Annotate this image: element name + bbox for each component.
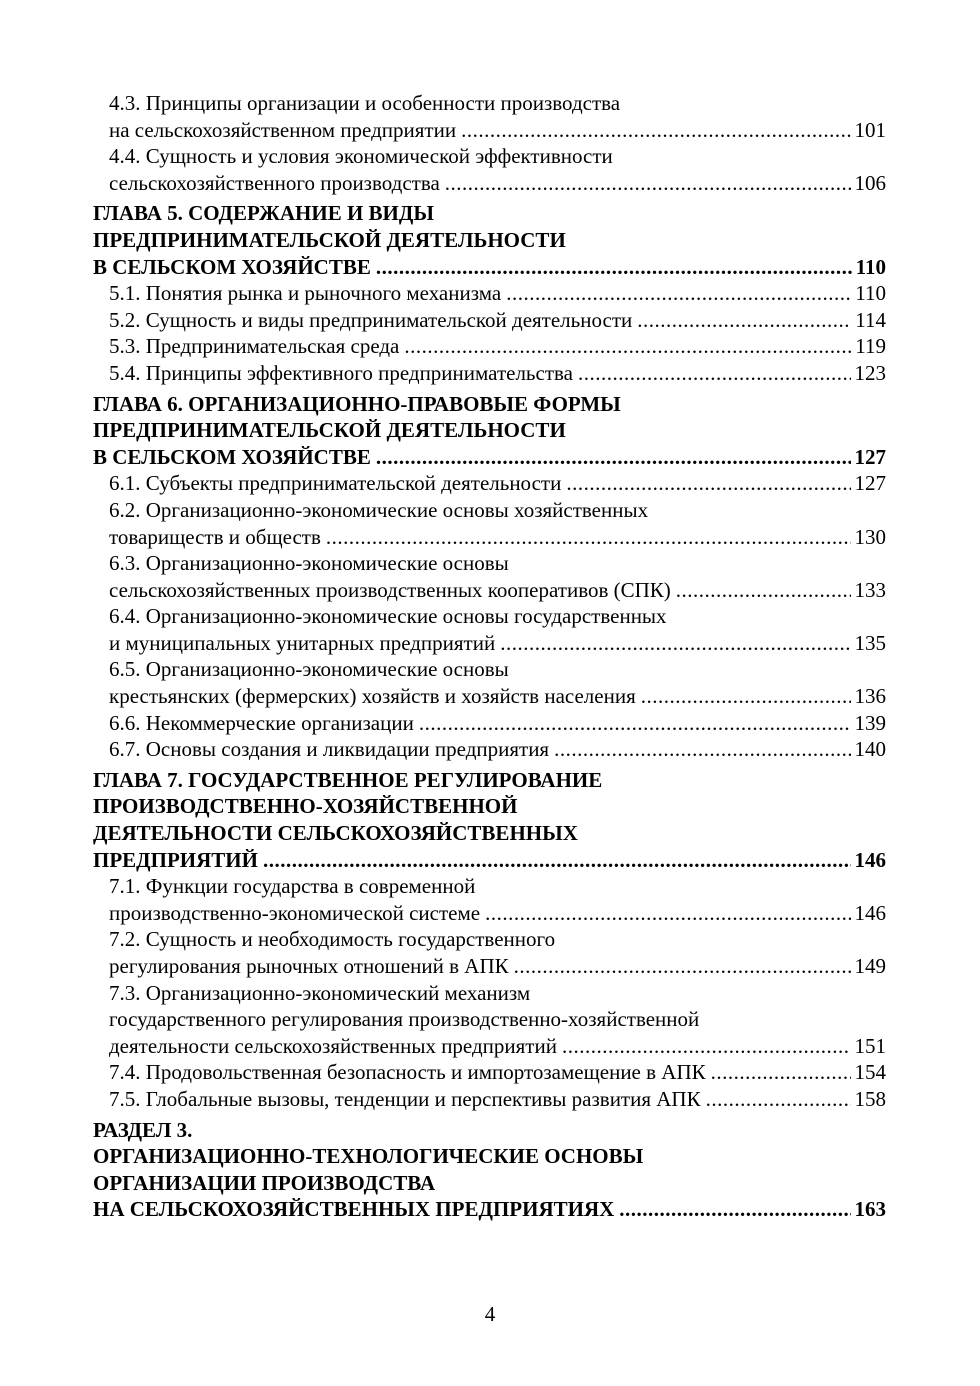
toc-entry-title: 4.3. Принципы организации и особенности производства	[109, 91, 621, 115]
toc-page-number: 151	[854, 1033, 886, 1058]
dot-leader	[376, 444, 851, 471]
toc-entry-title: 5.2. Сущность и виды предпринимательской деятельности	[109, 307, 633, 332]
toc-chapter-line	[93, 1117, 886, 1144]
toc-entry-title: 6.4. Организационно-экономические основы государственных	[109, 604, 667, 629]
toc-chapter-line	[93, 767, 886, 794]
toc-entry-line	[93, 980, 886, 1007]
toc-entry-title: ПРЕДПРИНИМАТЕЛЬСКОЙ ДЕЯТЕЛЬНОСТИ	[93, 418, 566, 443]
toc-page-number: 133	[854, 577, 886, 602]
dot-leader	[676, 577, 851, 604]
toc-page-number: 140	[854, 737, 886, 762]
toc-entry-title: 5.1. Понятия рынка и рыночного механизма	[109, 281, 502, 306]
toc-entry-title: сельскохозяйственного производства	[109, 170, 440, 195]
toc-entry-line	[93, 1086, 886, 1113]
table-of-contents	[93, 90, 886, 1223]
toc-entry-title: 6.7. Основы создания и ликвидации предприятия	[109, 737, 550, 762]
toc-chapter-line	[93, 227, 886, 254]
toc-entry-line	[93, 170, 886, 197]
toc-entry-line	[93, 603, 886, 630]
dot-leader	[485, 900, 850, 927]
toc-entry-line	[93, 683, 886, 710]
toc-chapter-line	[93, 417, 886, 444]
toc-entry-title: ГЛАВА 5. СОДЕРЖАНИЕ И ВИДЫ	[93, 201, 434, 226]
dot-leader	[566, 470, 850, 497]
toc-chapter-line	[93, 847, 886, 874]
toc-page-number: 114	[855, 307, 886, 332]
toc-page-number: 110	[855, 254, 886, 279]
dot-leader	[706, 1086, 851, 1113]
toc-entry-title: ОРГАНИЗАЦИОННО-ТЕХНОЛОГИЧЕСКИЕ ОСНОВЫ	[93, 1144, 644, 1169]
dot-leader	[514, 953, 851, 980]
dot-leader	[637, 307, 851, 334]
toc-page-number: 135	[854, 630, 886, 655]
toc-entry-line	[93, 117, 886, 144]
toc-page-number: 123	[854, 360, 886, 385]
dot-leader	[562, 1033, 851, 1060]
toc-entry-line	[93, 873, 886, 900]
toc-entry-line	[93, 280, 886, 307]
toc-entry-line	[93, 900, 886, 927]
toc-entry-title: НА СЕЛЬСКОХОЗЯЙСТВЕННЫХ ПРЕДПРИЯТИЯХ	[93, 1197, 615, 1222]
toc-entry-title: 7.3. Организационно-экономический механизм	[109, 980, 531, 1005]
toc-entry-title: производственно-экономической системе	[109, 900, 481, 925]
toc-entry-title: ДЕЯТЕЛЬНОСТИ СЕЛЬСКОХОЗЯЙСТВЕННЫХ	[93, 821, 578, 846]
toc-entry-title: ПРЕДПРИЯТИЙ	[93, 847, 258, 872]
toc-entry-title: и муниципальных унитарных предприятий	[109, 630, 496, 655]
dot-leader	[506, 280, 851, 307]
toc-entry-title: В СЕЛЬСКОМ ХОЗЯЙСТВЕ	[93, 444, 371, 469]
toc-entry-title: сельскохозяйственных производственных кооперативов (СПК)	[109, 577, 671, 602]
toc-entry-line	[93, 1059, 886, 1086]
toc-page-number: 146	[854, 900, 886, 925]
toc-entry-line	[93, 926, 886, 953]
toc-entry-title: 5.3. Предпринимательская среда	[109, 334, 400, 359]
toc-entry-title: 7.1. Функции государства в современной	[109, 874, 476, 899]
toc-entry-line	[93, 953, 886, 980]
toc-entry-line	[93, 143, 886, 170]
toc-chapter-line	[93, 444, 886, 471]
toc-entry-line	[93, 630, 886, 657]
toc-entry-line	[93, 307, 886, 334]
toc-entry-line	[93, 360, 886, 387]
toc-entry-line	[93, 710, 886, 737]
toc-entry-title: 7.4. Продовольственная безопасность и импортозамещение в АПК	[109, 1060, 706, 1085]
page-number: 4	[484, 1302, 496, 1326]
toc-page-number: 158	[854, 1086, 886, 1111]
toc-entry-title: ПРЕДПРИНИМАТЕЛЬСКОЙ ДЕЯТЕЛЬНОСТИ	[93, 227, 566, 252]
dot-leader	[554, 736, 850, 763]
toc-entry-line	[93, 550, 886, 577]
toc-entry-line	[93, 497, 886, 524]
toc-entry-title: РАЗДЕЛ 3.	[93, 1117, 193, 1142]
dot-leader	[376, 254, 852, 281]
toc-chapter-line	[93, 820, 886, 847]
toc-chapter-line	[93, 1143, 886, 1170]
toc-entry-title: 6.2. Организационно-экономические основы хозяйственных	[109, 497, 649, 522]
toc-entry-title: регулирования рыночных отношений в АПК	[109, 954, 509, 978]
toc-entry-line	[93, 470, 886, 497]
dot-leader	[263, 847, 851, 874]
toc-chapter-line	[93, 1170, 886, 1197]
dot-leader	[619, 1196, 850, 1223]
toc-entry-title: 6.1. Субъекты предпринимательской деятельности	[109, 471, 562, 496]
dot-leader	[326, 524, 851, 551]
toc-chapter-line	[93, 793, 886, 820]
toc-chapter-line	[93, 200, 886, 227]
toc-entry-title: ОРГАНИЗАЦИИ ПРОИЗВОДСТВА	[93, 1170, 436, 1195]
toc-entry-title: ГЛАВА 7. ГОСУДАРСТВЕННОЕ РЕГУЛИРОВАНИЕ	[93, 767, 603, 792]
toc-entry-line	[93, 1006, 886, 1033]
toc-page-number: 154	[854, 1060, 886, 1085]
toc-entry-title: на сельскохозяйственном предприятии	[109, 117, 457, 142]
toc-entry-title: государственного регулирования производственно-хозяйственной	[109, 1007, 700, 1032]
toc-entry-title: 6.3. Организационно-экономические основы	[109, 551, 509, 576]
toc-chapter-line	[93, 1196, 886, 1223]
toc-entry-title: ГЛАВА 6. ОРГАНИЗАЦИОННО-ПРАВОВЫЕ ФОРМЫ	[93, 391, 621, 416]
toc-entry-title: деятельности сельскохозяйственных предприятий	[109, 1033, 557, 1058]
toc-entry-line	[93, 736, 886, 763]
toc-page-number: 127	[854, 444, 886, 469]
toc-entry-title: крестьянских (фермерских) хозяйств и хозяйств населения	[109, 684, 636, 709]
toc-page-number: 136	[854, 684, 886, 709]
toc-entry-title: товариществ и обществ	[109, 524, 321, 549]
toc-page-number: 119	[855, 334, 886, 359]
dot-leader	[641, 683, 851, 710]
toc-page-number: 101	[854, 117, 886, 142]
toc-entry-title: 4.4. Сущность и условия экономической эффективности	[109, 144, 613, 169]
toc-entry-title: ПРОИЗВОДСТВЕННО-ХОЗЯЙСТВЕННОЙ	[93, 794, 518, 819]
dot-leader	[711, 1059, 851, 1086]
toc-page-number: 163	[854, 1197, 886, 1222]
toc-entry-title: 7.5. Глобальные вызовы, тенденции и перспективы развития АПК	[109, 1086, 701, 1111]
toc-entry-title: 6.6. Некоммерческие организации	[109, 710, 414, 735]
toc-entry-line	[93, 524, 886, 551]
toc-page-number: 130	[854, 524, 886, 549]
toc-entry-title: 7.2. Сущность и необходимость государственного	[109, 927, 556, 952]
toc-entry-line	[93, 90, 886, 117]
toc-page-number: 106	[854, 170, 886, 195]
toc-page-number: 127	[854, 471, 886, 496]
toc-entry-title: В СЕЛЬСКОМ ХОЗЯЙСТВЕ	[93, 254, 371, 279]
dot-leader	[404, 333, 851, 360]
toc-entry-title: 6.5. Организационно-экономические основы	[109, 657, 509, 682]
toc-chapter-line	[93, 254, 886, 281]
toc-entry-title: 5.4. Принципы эффективного предпринимательства	[109, 360, 573, 385]
dot-leader	[578, 360, 851, 387]
dot-leader	[461, 117, 850, 144]
toc-page-number: 110	[855, 281, 886, 306]
toc-entry-line	[93, 333, 886, 360]
dot-leader	[445, 170, 851, 197]
toc-entry-line	[93, 656, 886, 683]
dot-leader	[500, 630, 850, 657]
dot-leader	[419, 710, 851, 737]
toc-chapter-line	[93, 391, 886, 418]
toc-page-number: 149	[854, 954, 886, 978]
toc-entry-line	[93, 577, 886, 604]
toc-page-number: 146	[854, 847, 886, 872]
toc-page-number: 139	[854, 710, 886, 735]
toc-entry-line	[93, 1033, 886, 1060]
